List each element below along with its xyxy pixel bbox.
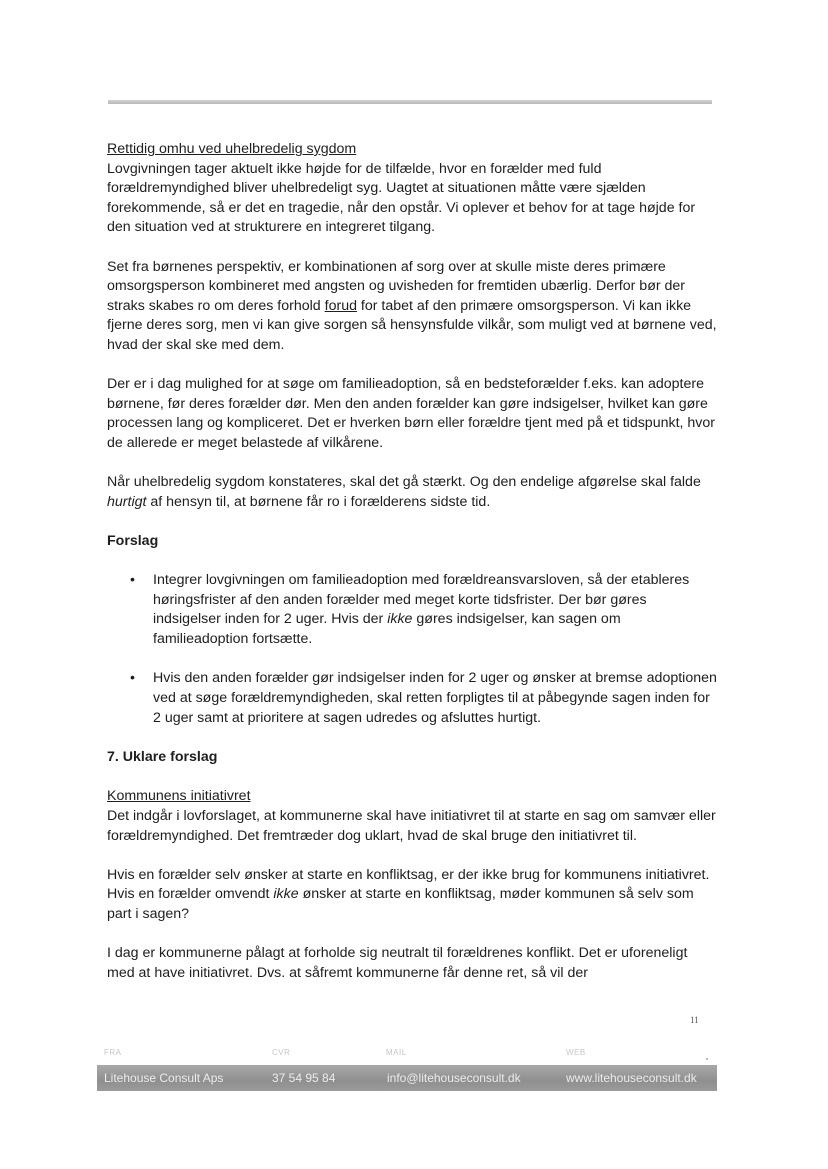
footer-label-fra: FRA — [104, 1048, 122, 1057]
underlined-word: forud — [324, 297, 357, 314]
page-number: 11 — [690, 1015, 699, 1025]
section-heading-7: 7. Uklare forslag — [107, 749, 218, 766]
footer-mail[interactable]: info@litehouseconsult.dk — [387, 1071, 521, 1085]
footer-bar — [97, 1065, 717, 1091]
list-item: • Hvis den anden forælder gør indsigelser inden for 2 uger og ønsker at bremse adoptionen ved at søge forældremyndigheden, skal retten forpligtes til at påbegynde sagen inden for 2 uger samt at prioritere at sagen udredes og afsluttes hurtigt. — [153, 669, 717, 728]
paragraph-5: Det indgår i lovforslaget, at kommunerne skal have initiativret til at starte en sag om samvær eller forældremyndighed. Det fremtræder dog uklart, hvad de skal bruge den initiativret til. — [107, 808, 716, 844]
paragraph-4: Når uhelbredelig sygdom konstateres, skal det gå stærkt. Og den endelige afgørelse skal falde hurtigt af hensyn til, at børnene får ro i forælderens sidste tid. — [107, 474, 701, 510]
paragraph-3: Der er i dag mulighed for at søge om familieadoption, så en bedsteforælder f.eks. kan adoptere børnene, før deres forælder dør. Men den anden forælder kan gøre indsigelser, hvilket kan gøre processen lang og kompliceret. Det er hverken børn eller forældre tjent med på et tidspunkt, hvor de allerede er meget belastede af vilkårene. — [107, 376, 715, 451]
proposal-list — [107, 571, 717, 728]
header-rule — [108, 100, 712, 104]
footer-label-mail: MAIL — [386, 1048, 407, 1057]
footer-web[interactable]: www.litehouseconsult.dk — [566, 1071, 697, 1085]
footer-label-web: WEB — [566, 1048, 586, 1057]
footer-label-cvr: CVR — [272, 1048, 291, 1057]
footer-cvr: 37 54 95 84 — [272, 1071, 336, 1085]
italic-word: hurtigt — [107, 493, 147, 510]
document-body — [107, 140, 717, 1003]
footer-labels — [100, 1048, 720, 1060]
paragraph-7: I dag er kommunerne pålagt at forholde sig neutralt til forældrenes konflikt. Det er uforeneligt med at have initiativret. Dvs. at såfremt kommunerne får denne ret, så vil der — [107, 945, 688, 981]
list-item: • Integrer lovgivningen om familieadoption med forældreansvarsloven, så der etableres høringsfrister af den anden forælder med meget korte tidsfrister. Der bør gøres indsigelser inden for 2 uger. Hvis der ikke gøres indsigelser, kan sagen om familieadoption fortsætte. — [153, 571, 717, 649]
section-heading-rettidig-omhu: Rettidig omhu ved uhelbredelig sygdom — [107, 141, 357, 157]
forslag-heading: Forslag — [107, 532, 159, 549]
subheading-initiativret: Kommunens initiativret — [107, 788, 251, 805]
scan-speck — [706, 1058, 708, 1060]
footer-company: Litehouse Consult Aps — [104, 1071, 224, 1085]
paragraph-1: Lovgivningen tager aktuelt ikke højde for de tilfælde, hvor en forælder med fuld forældremyndighed bliver uhelbredeligt syg. Uagtet at situationen måtte være sjælden forekommende, så er det en tragedie, når den opstår. Vi oplever et behov for at tage højde for den situation ved at strukturere en integreret tilgang. — [107, 160, 696, 236]
paragraph-6: Hvis en forælder selv ønsker at starte en konfliktsag, er der ikke brug for kommunens initiativret. Hvis en forælder omvendt ikke ønsker at starte en konfliktsag, møder kommunen så selv som part i sagen? — [107, 866, 710, 922]
paragraph-2: Set fra børnenes perspektiv, er kombinationen af sorg over at skulle miste deres primære omsorgsperson kombineret med angsten og uvisheden for fremtiden ubærlig. Derfor bør der straks skabes ro om deres forhold forud for tabet af den primære omsorgsperson. Vi kan ikke fjerne deres sorg, men vi kan give sorgen så hensynsfulde vilkår, som muligt ved at børnene ved, hvad der skal ske med dem. — [107, 258, 717, 353]
